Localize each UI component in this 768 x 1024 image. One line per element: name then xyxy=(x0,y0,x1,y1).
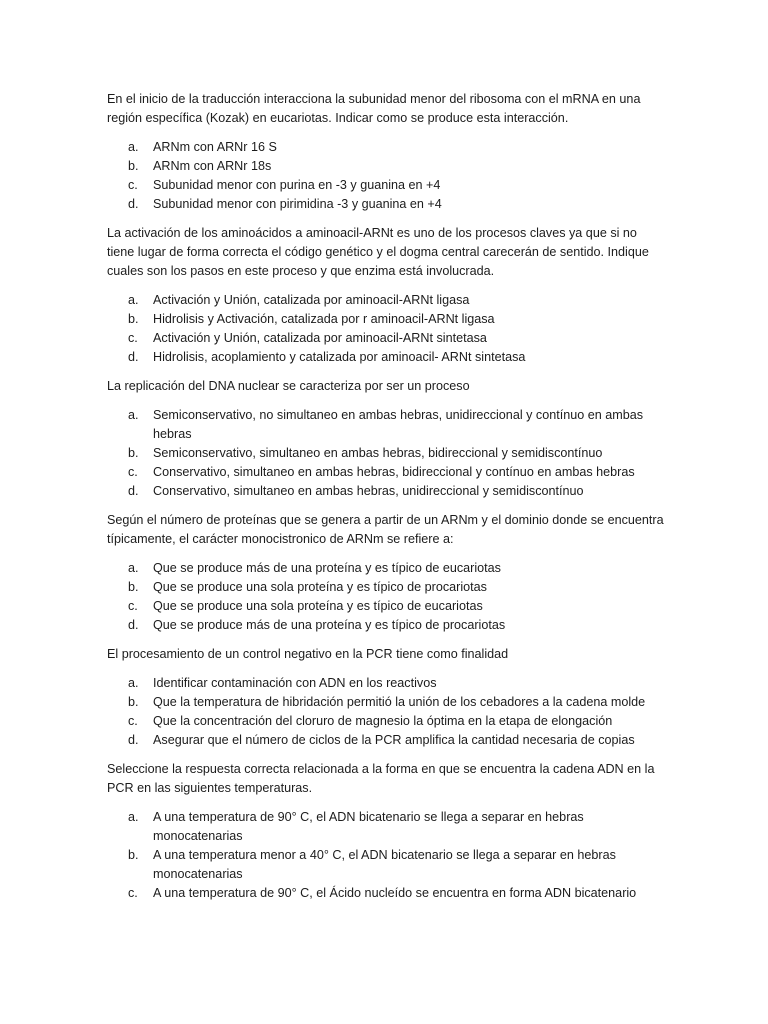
option-item xyxy=(107,731,667,750)
question-text: La activación de los aminoácidos a aminoacil-ARNt es uno de los procesos claves ya que si no tiene lugar de forma correcta el código genético y el dogma central carecerán de sentido. Indique cuales son los pasos en este proceso y que enzima está involucrada. xyxy=(107,226,649,278)
option-list xyxy=(107,808,667,903)
question-text: La replicación del DNA nuclear se caracteriza por ser un proceso xyxy=(107,379,470,393)
option-text: Semiconservativo, simultaneo en ambas hebras, bidireccional y semidiscontínuo xyxy=(153,446,603,460)
option-item xyxy=(107,195,667,214)
question-block xyxy=(107,224,667,367)
option-letter: c. xyxy=(128,714,138,728)
option-list xyxy=(107,559,667,635)
option-item xyxy=(107,406,667,444)
option-text: Asegurar que el número de ciclos de la PCR amplifica la cantidad necesaria de copias xyxy=(153,733,635,747)
question-text: Según el número de proteínas que se genera a partir de un ARNm y el dominio donde se encuentra típicamente, el carácter monocistronico de ARNm se refiere a: xyxy=(107,513,664,546)
option-letter: a. xyxy=(128,140,139,154)
option-letter: d. xyxy=(128,484,139,498)
option-letter: a. xyxy=(128,561,139,575)
option-letter: b. xyxy=(128,848,139,862)
option-item xyxy=(107,712,667,731)
option-text: Que se produce una sola proteína y es típico de procariotas xyxy=(153,580,487,594)
option-item xyxy=(107,138,667,157)
option-letter: c. xyxy=(128,178,138,192)
question-list xyxy=(107,90,667,913)
option-item xyxy=(107,674,667,693)
question-text: El procesamiento de un control negativo en la PCR tiene como finalidad xyxy=(107,647,509,661)
option-text: A una temperatura de 90° C, el ADN bicatenario se llega a separar en hebras monocatenarias xyxy=(153,810,584,843)
option-letter: d. xyxy=(128,733,139,747)
option-list xyxy=(107,138,667,214)
question-block xyxy=(107,377,667,501)
option-list xyxy=(107,291,667,367)
option-item xyxy=(107,884,667,903)
option-item xyxy=(107,616,667,635)
option-item xyxy=(107,310,667,329)
option-item xyxy=(107,559,667,578)
option-letter: c. xyxy=(128,465,138,479)
option-text: Hidrolisis, acoplamiento y catalizada por aminoacil- ARNt sintetasa xyxy=(153,350,526,364)
option-letter: c. xyxy=(128,331,138,345)
option-item xyxy=(107,597,667,616)
question-text: En el inicio de la traducción interacciona la subunidad menor del ribosoma con el mRNA en una región específica (Kozak) en eucariotas. Indicar como se produce esta interacción. xyxy=(107,92,641,125)
option-text: Hidrolisis y Activación, catalizada por r aminoacil-ARNt ligasa xyxy=(153,312,495,326)
option-letter: c. xyxy=(128,599,138,613)
option-list xyxy=(107,674,667,750)
option-text: Subunidad menor con pirimidina -3 y guanina en +4 xyxy=(153,197,442,211)
option-letter: b. xyxy=(128,312,139,326)
option-text: Que la temperatura de hibridación permitió la unión de los cebadores a la cadena molde xyxy=(153,695,646,709)
option-item xyxy=(107,291,667,310)
option-text: A una temperatura menor a 40° C, el ADN bicatenario se llega a separar en hebras monocatenarias xyxy=(153,848,616,881)
option-item xyxy=(107,176,667,195)
option-item xyxy=(107,846,667,884)
question-text: Seleccione la respuesta correcta relacionada a la forma en que se encuentra la cadena ADN en la PCR en las siguientes temperaturas. xyxy=(107,762,655,795)
question-block xyxy=(107,511,667,635)
option-text: Activación y Unión, catalizada por aminoacil-ARNt ligasa xyxy=(153,293,470,307)
option-text: A una temperatura de 90° C, el Ácido nucleído se encuentra en forma ADN bicatenario xyxy=(153,886,637,900)
option-letter: b. xyxy=(128,695,139,709)
option-letter: a. xyxy=(128,293,139,307)
option-item xyxy=(107,808,667,846)
option-text: Identificar contaminación con ADN en los reactivos xyxy=(153,676,437,690)
question-block xyxy=(107,90,667,214)
option-text: Activación y Unión, catalizada por aminoacil-ARNt sintetasa xyxy=(153,331,487,345)
option-letter: a. xyxy=(128,676,139,690)
option-letter: a. xyxy=(128,408,139,422)
option-text: Que se produce más de una proteína y es típico de eucariotas xyxy=(153,561,501,575)
option-text: ARNm con ARNr 18s xyxy=(153,159,272,173)
option-letter: b. xyxy=(128,159,139,173)
question-block xyxy=(107,645,667,750)
option-item xyxy=(107,444,667,463)
option-letter: c. xyxy=(128,886,138,900)
option-letter: d. xyxy=(128,197,139,211)
option-text: Que la concentración del cloruro de magnesio la óptima en la etapa de elongación xyxy=(153,714,613,728)
option-item xyxy=(107,329,667,348)
option-letter: d. xyxy=(128,350,139,364)
option-item xyxy=(107,693,667,712)
option-text: Semiconservativo, no simultaneo en ambas hebras, unidireccional y contínuo en ambas hebras xyxy=(153,408,644,441)
option-text: Conservativo, simultaneo en ambas hebras, bidireccional y contínuo en ambas hebras xyxy=(153,465,635,479)
option-letter: b. xyxy=(128,446,139,460)
option-list xyxy=(107,406,667,501)
option-letter: d. xyxy=(128,618,139,632)
option-item xyxy=(107,348,667,367)
option-item xyxy=(107,578,667,597)
option-text: Que se produce una sola proteína y es típico de eucariotas xyxy=(153,599,483,613)
option-text: Subunidad menor con purina en -3 y guanina en +4 xyxy=(153,178,441,192)
option-item xyxy=(107,482,667,501)
option-text: Conservativo, simultaneo en ambas hebras, unidireccional y semidiscontínuo xyxy=(153,484,584,498)
question-block xyxy=(107,760,667,903)
option-text: Que se produce más de una proteína y es típico de procariotas xyxy=(153,618,506,632)
option-item xyxy=(107,463,667,482)
option-text: ARNm con ARNr 16 S xyxy=(153,140,277,154)
option-letter: a. xyxy=(128,810,139,824)
option-letter: b. xyxy=(128,580,139,594)
option-item xyxy=(107,157,667,176)
